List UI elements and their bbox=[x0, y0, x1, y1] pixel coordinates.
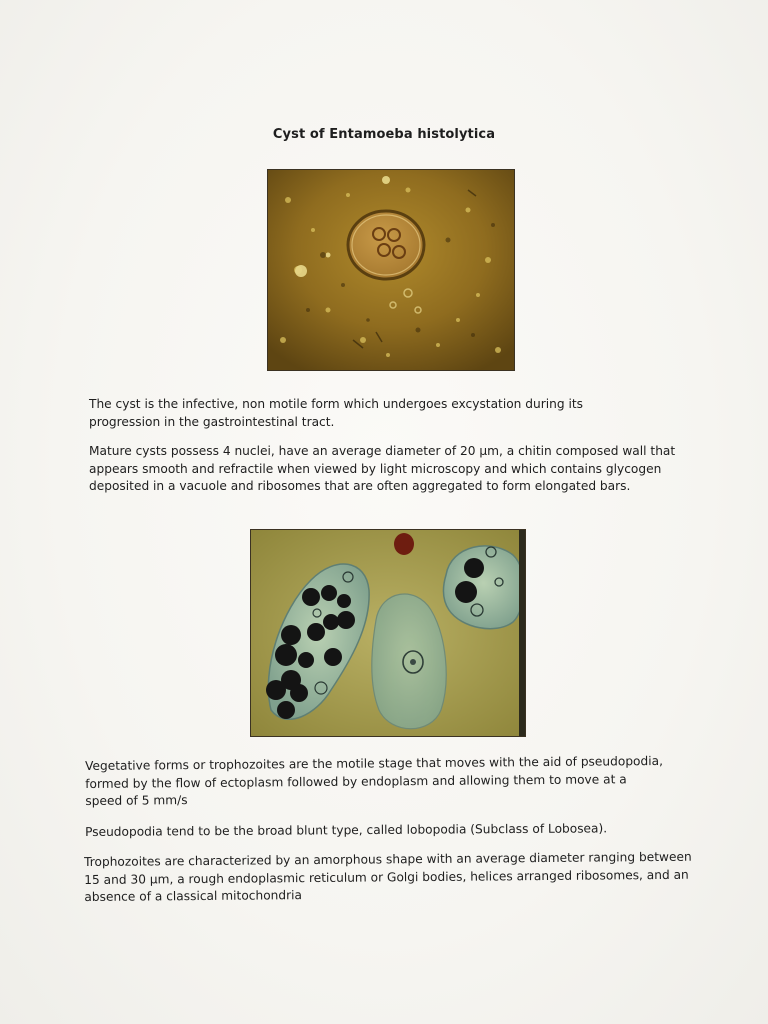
paragraph-vegetative-forms: Vegetative forms or trophozoites are the motile stage that moves with the aid of pseudopodia, formed by the flow of ectoplasm followed by endoplasm and allowing them to move at a speed of 5 mm/s bbox=[85, 753, 663, 808]
paragraph-trophozoites: Trophozoites are characterized by an amorphous shape with an average diameter ranging between 15 and 30 µm, a rough endoplasmic reticulum or Golgi bodies, helices arranged ribosomes, and an absence of a classical mitochondria bbox=[84, 849, 692, 904]
paragraph-cyst-infective: The cyst is the infective, non motile form which undergoes excystation during its progression in the gastrointestinal tract. bbox=[89, 397, 583, 429]
page-title: Cyst of Entamoeba histolytica bbox=[272, 127, 496, 142]
micrograph-image bbox=[268, 170, 514, 370]
paragraph-pseudopodia: Pseudopodia tend to be the broad blunt type, called lobopodia (Subclass of Lobosea). bbox=[85, 821, 608, 839]
paragraph-mature-cysts: Mature cysts possess 4 nuclei, have an average diameter of 20 µm, a chitin composed wall that appears smooth and refractile when viewed by light microscopy and which contains glycogen deposited in a vacuole and ribosomes that are often aggregated to form elongated bars. bbox=[89, 444, 676, 493]
trophozoite-micrograph bbox=[250, 529, 526, 737]
cyst-micrograph bbox=[267, 169, 515, 371]
micrograph-image bbox=[251, 530, 525, 736]
